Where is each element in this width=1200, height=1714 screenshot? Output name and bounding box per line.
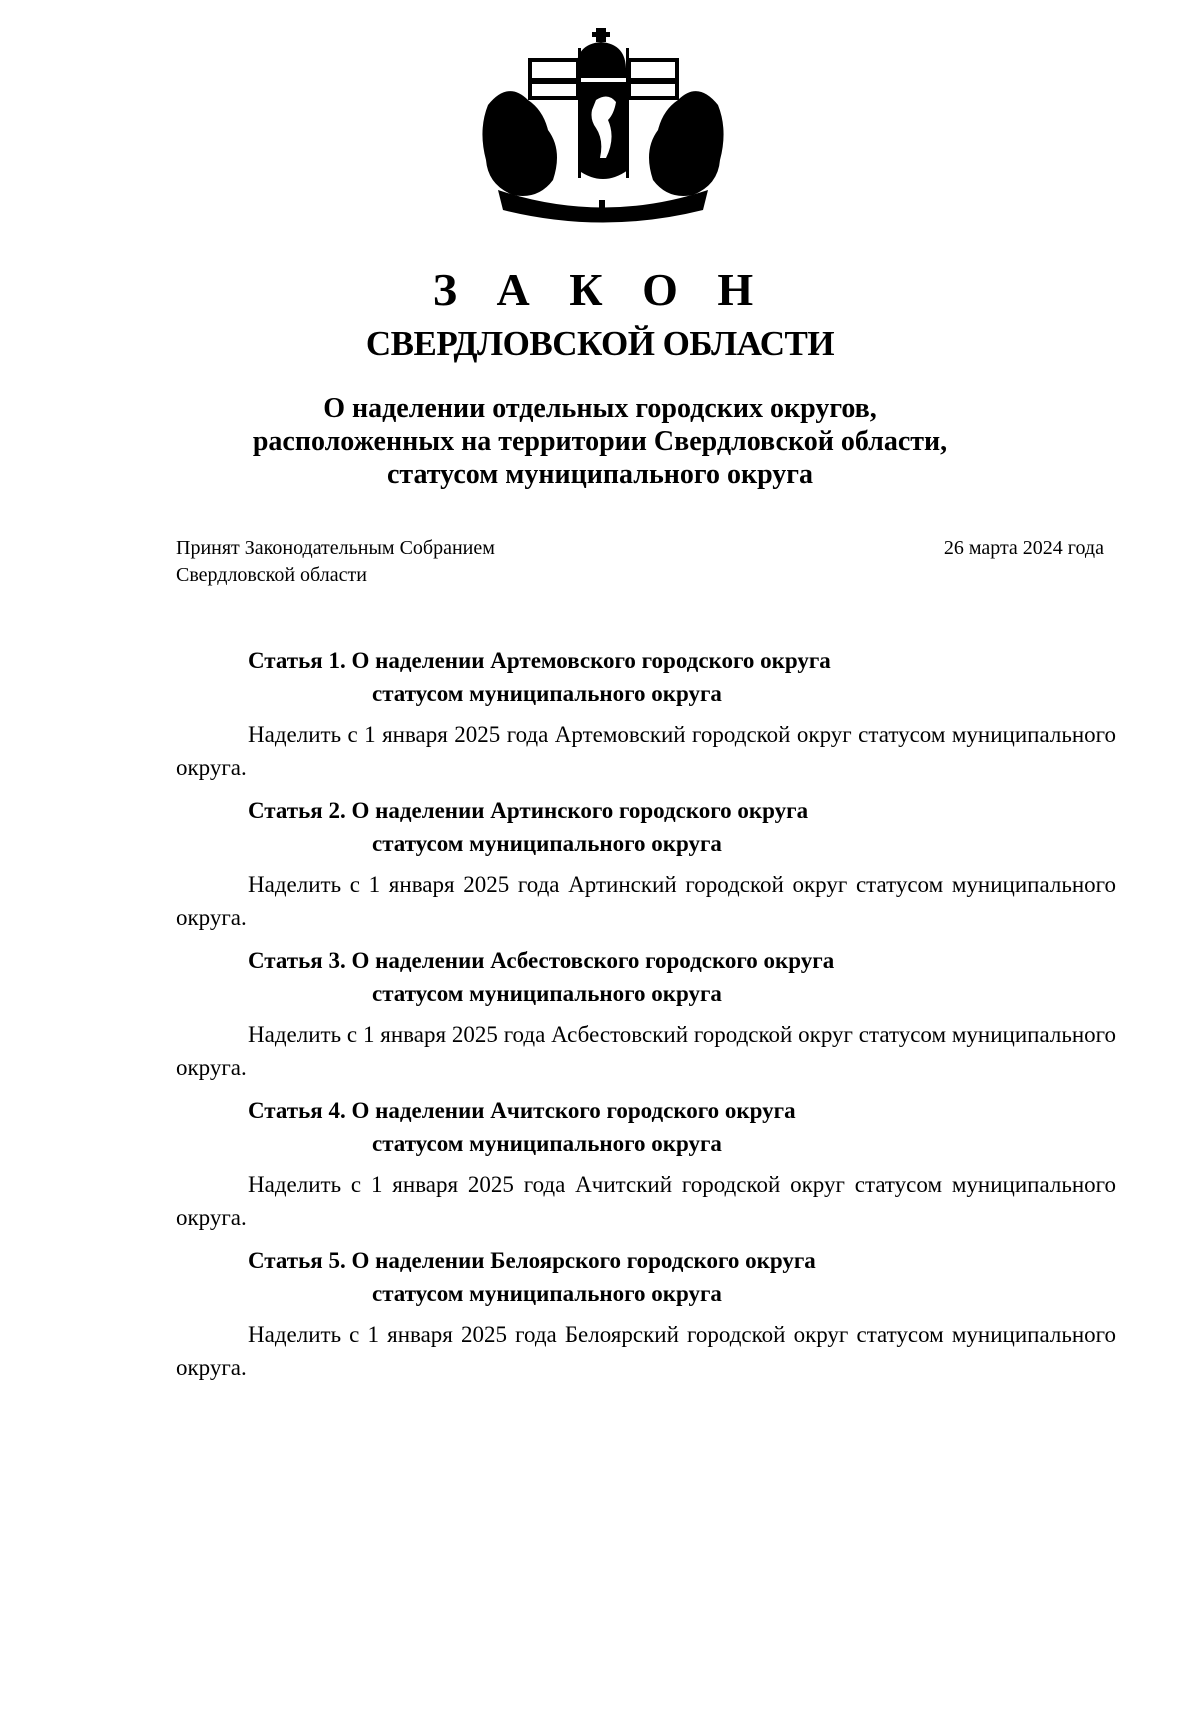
subject-line: О наделении отдельных городских округов, (323, 393, 877, 424)
subject-line: расположенных на территории Свердловской области, (252, 426, 948, 457)
article-title-line2: статусом муниципального округа (372, 1281, 722, 1306)
article-title-line2: статусом муниципального округа (372, 681, 722, 706)
article-title: О наделении Артемовского городского округа (351, 648, 831, 673)
adopted-date: 26 марта 2024 года (943, 537, 1104, 559)
law-subject (200, 392, 1000, 491)
article-title: О наделении Артинского городского округа (351, 798, 809, 823)
adopted-by-line: Принят Законодательным Собранием (176, 537, 495, 559)
article (176, 1244, 1116, 1384)
article-heading (176, 1244, 1116, 1310)
article-title-line2: статусом муниципального округа (372, 981, 722, 1006)
article-heading (176, 644, 1116, 710)
article (176, 644, 1116, 784)
article-heading (176, 1094, 1116, 1160)
article-body: Наделить с 1 января 2025 года Артинский городской округ статусом муниципального округа. (176, 872, 1116, 930)
article-body: Наделить с 1 января 2025 года Ачитский городской округ статусом муниципального округа. (176, 1172, 1116, 1230)
adopted-by-line: Свердловской области (176, 564, 367, 586)
coat-of-arms-icon (468, 10, 738, 225)
document-subtitle: СВЕРДЛОВСКОЙ ОБЛАСТИ (365, 324, 835, 363)
article-number: Статья 4. (248, 1098, 346, 1123)
article (176, 944, 1116, 1084)
article-title-line2: статусом муниципального округа (372, 1131, 722, 1156)
article-number: Статья 5. (248, 1248, 346, 1273)
articles-list (176, 644, 1116, 1394)
article-number: Статья 2. (248, 798, 346, 823)
article-number: Статья 3. (248, 948, 346, 973)
subject-line: статусом муниципального округа (387, 459, 813, 490)
article (176, 1094, 1116, 1234)
article-title: О наделении Белоярского городского округа (351, 1248, 816, 1273)
article (176, 794, 1116, 934)
adopted-by (176, 535, 495, 589)
document-title: З А К О Н (432, 264, 768, 315)
article-title: О наделении Ачитского городского округа (351, 1098, 796, 1123)
article-heading (176, 794, 1116, 860)
article-heading (176, 944, 1116, 1010)
article-body: Наделить с 1 января 2025 года Асбестовский городской округ статусом муниципального округа. (176, 1022, 1116, 1080)
article-body: Наделить с 1 января 2025 года Артемовский городской округ статусом муниципального округа. (176, 722, 1116, 780)
article-number: Статья 1. (248, 648, 346, 673)
article-title: О наделении Асбестовского городского округа (351, 948, 835, 973)
article-body: Наделить с 1 января 2025 года Белоярский городской округ статусом муниципального округа. (176, 1322, 1116, 1380)
article-title-line2: статусом муниципального округа (372, 831, 722, 856)
